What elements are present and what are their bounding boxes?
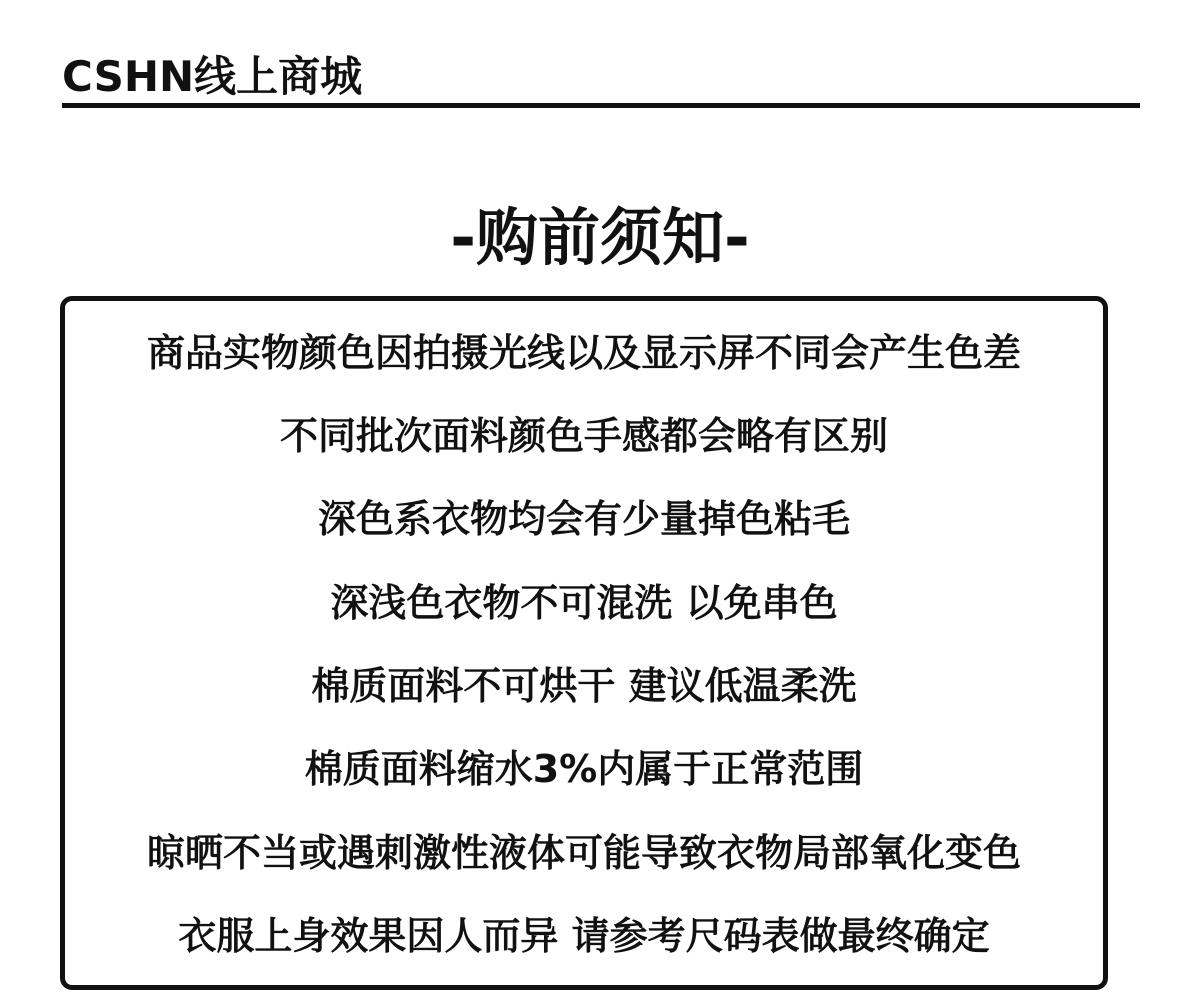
notice-line: 不同批次面料颜色手感都会略有区别 (279, 414, 888, 458)
notice-line: 衣服上身效果因人而异 请参考尺码表做最终确定 (178, 914, 990, 958)
brand-title: CSHN线上商城 (62, 52, 363, 101)
purchase-notice-box (60, 296, 1108, 990)
notice-line: 深浅色衣物不可混洗 以免串色 (330, 581, 838, 625)
notice-line: 棉质面料缩水3%内属于正常范围 (304, 747, 864, 791)
section-title: -购前须知- (450, 201, 750, 274)
page-header (62, 52, 1140, 108)
notice-line: 深色系衣物均会有少量掉色粘毛 (317, 497, 850, 541)
notice-line: 晾晒不当或遇刺激性液体可能导致衣物局部氧化变色 (146, 831, 1021, 875)
notice-line: 棉质面料不可烘干 建议低温柔洗 (311, 664, 857, 708)
notice-line: 商品实物颜色因拍摄光线以及显示屏不同会产生色差 (146, 331, 1021, 375)
